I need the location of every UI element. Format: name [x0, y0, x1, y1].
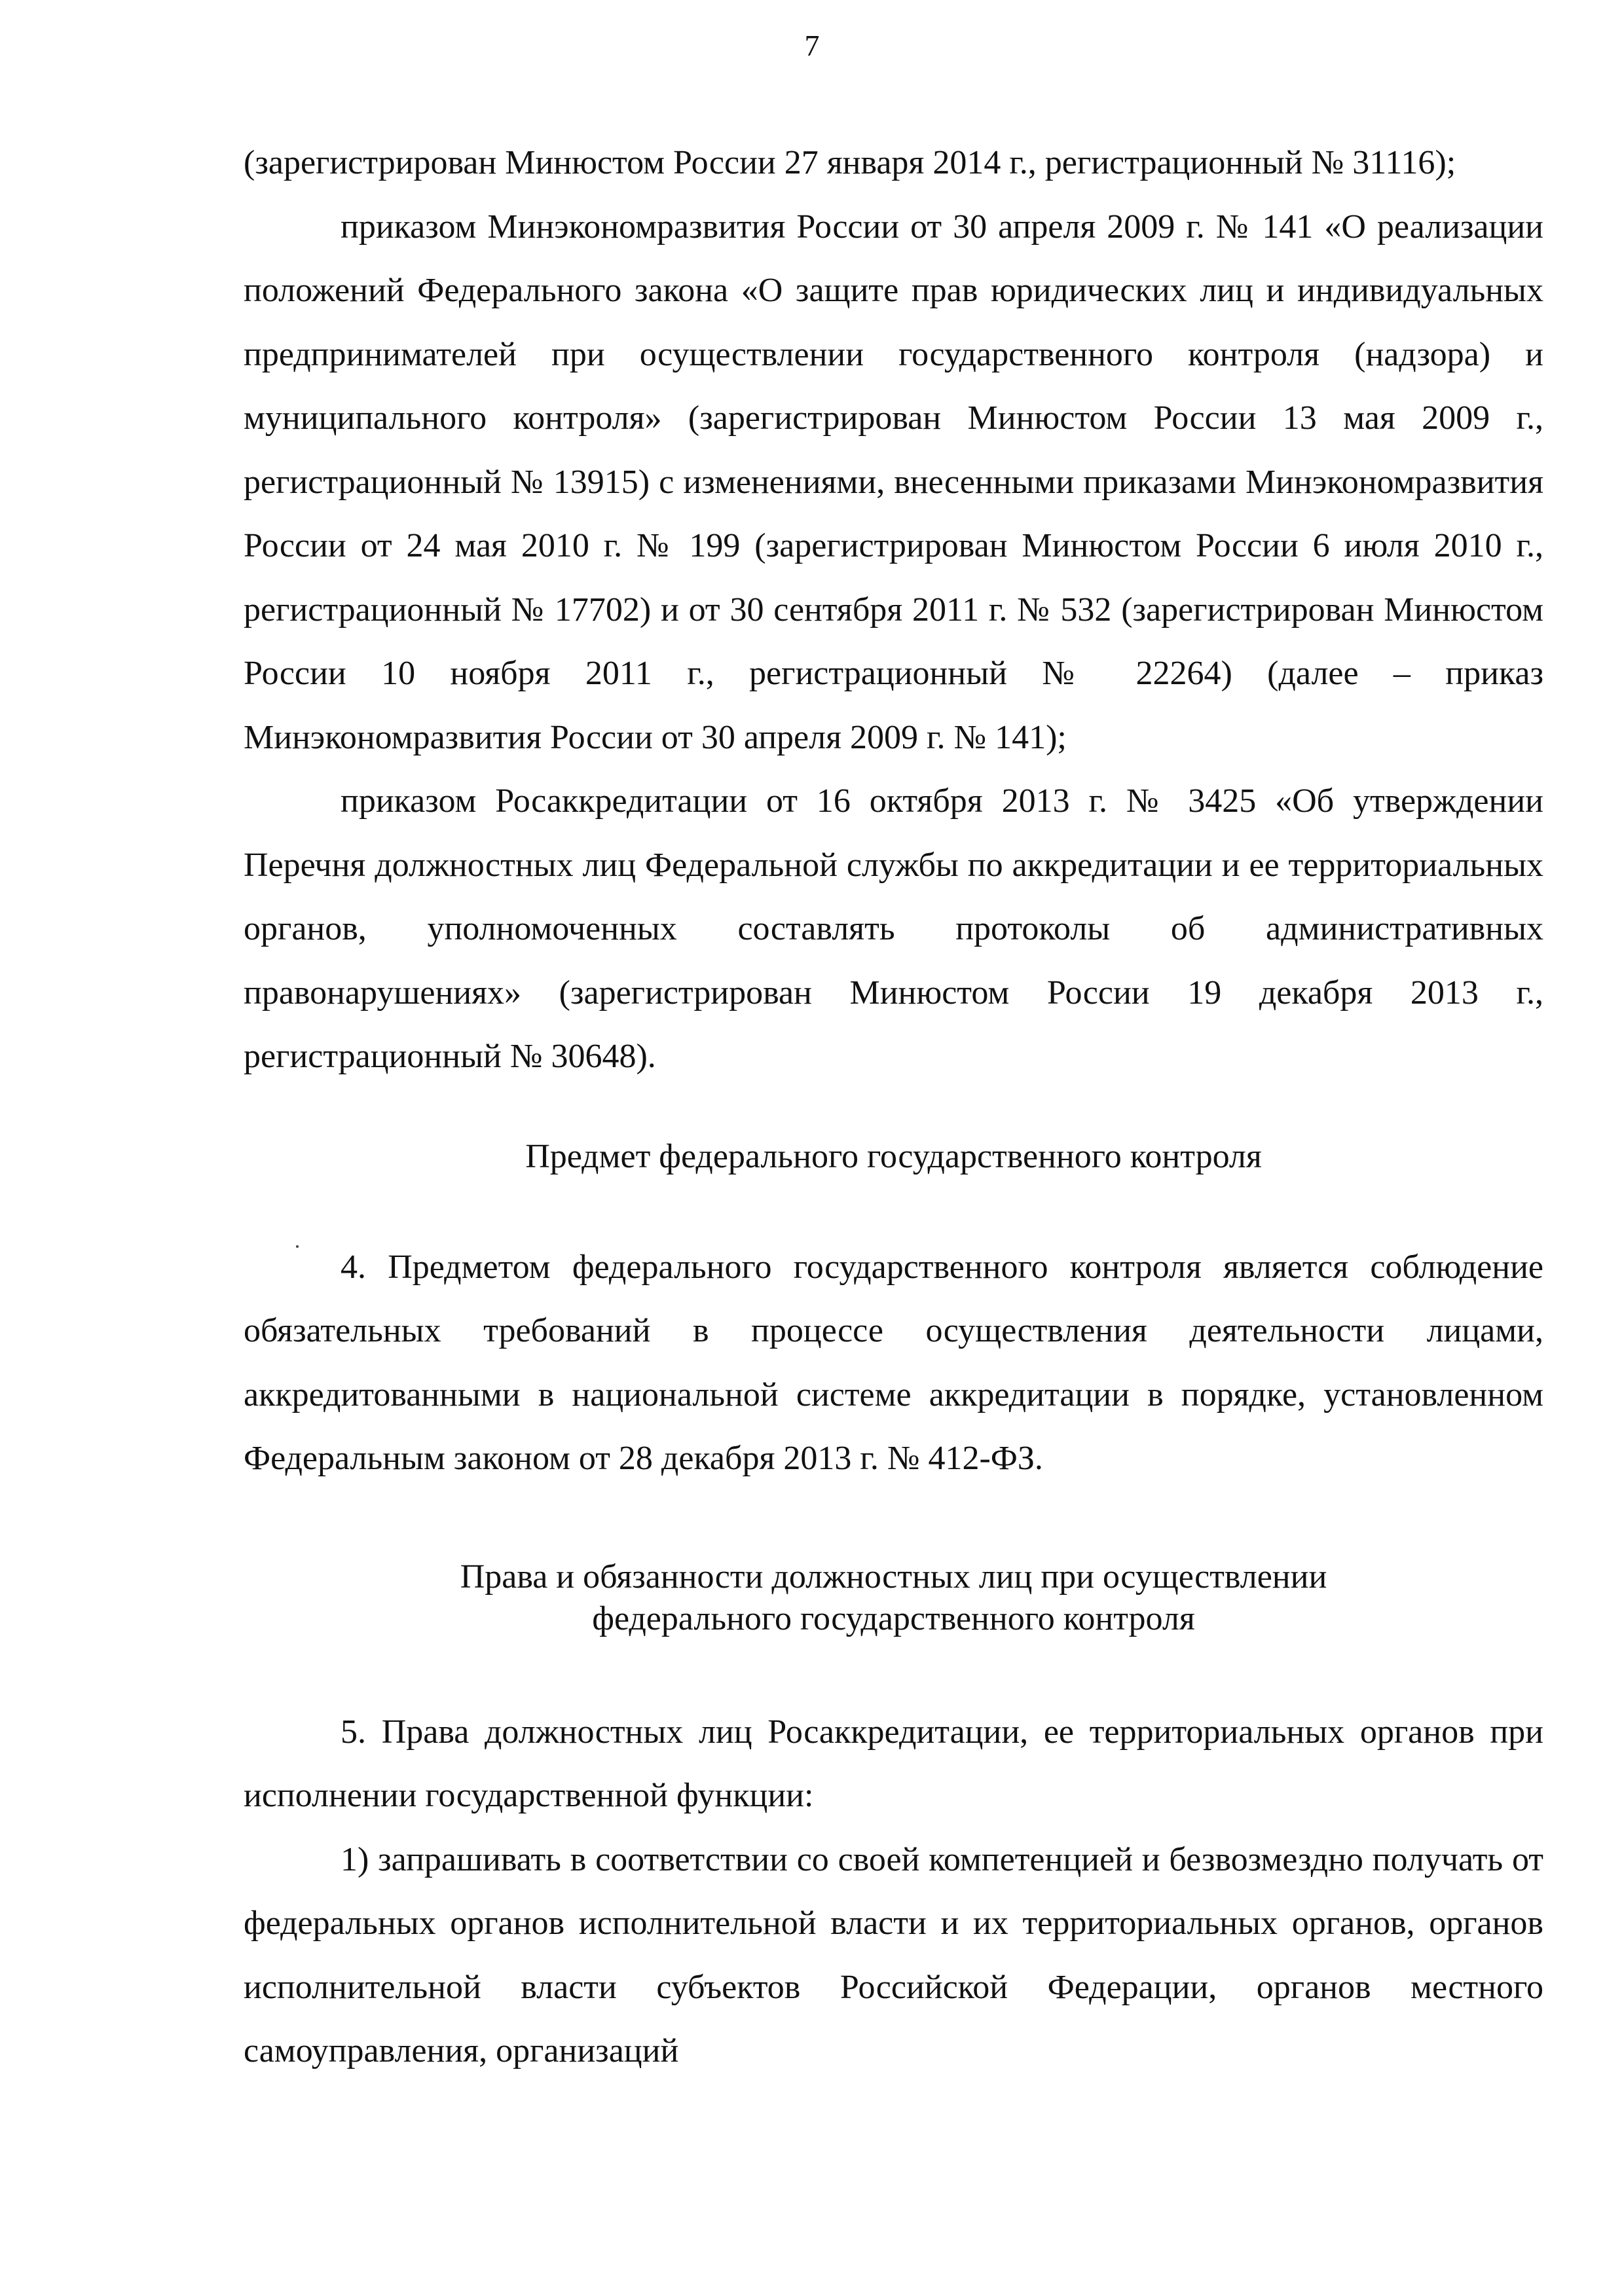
paragraph-item-4: 4. Предметом федерального государственного контроля является соблюдение обязательных требований в процессе осуществления деятельности лицами, аккредитованными в национальной системе аккредитации в порядке, установленном Федеральным законом от 28 декабря 2013 г. № 412-ФЗ.: [244, 1248, 1543, 1477]
section-heading-rights: [244, 1556, 1543, 1640]
section-heading-subject: [244, 1136, 1543, 1178]
paragraph-order-minek-141: приказом Минэкономразвития России от 30 апреля 2009 г. № 141 «О реализации положений Федерального закона «О защите прав юридических лиц и индивидуальных предпринимателей при осуществлении государственного контроля (надзора) и муниципального контроля» (зарегистрирован Минюстом России 13 мая 2009 г., регистрационный № 13915) с изменениями, внесенными приказами Минэкономразвития России от 24 мая 2010 г. № 199 (зарегистрирован Минюстом России 6 июля 2010 г., регистрационный № 17702) и от 30 сентября 2011 г. № 532 (зарегистрирован Минюстом России 10 ноября 2011 г., регистрационный № 22264) (далее – приказ Минэкономразвития России от 30 апреля 2009 г. № 141);: [244, 208, 1543, 756]
paragraph-registration-continuation: (зарегистрирован Минюстом России 27 января 2014 г., регистрационный № 31116);: [244, 144, 1456, 181]
section-heading-rights-line2: федерального государственного контроля: [592, 1599, 1195, 1637]
section-heading-rights-line1: Права и обязанности должностных лиц при осуществлении: [460, 1558, 1327, 1595]
section-heading-subject-text: Предмет федерального государственного контроля: [525, 1137, 1262, 1175]
page-number: 7: [804, 29, 820, 62]
document-body: [244, 131, 1543, 2083]
paragraph-order-rosaccreditation-3425: приказом Росаккредитации от 16 октября 2013 г. № 3425 «Об утверждении Перечня должностных лиц Федеральной службы по аккредитации и ее территориальных органов, уполномоченных составлять протоколы об административных правонарушениях» (зарегистрирован Минюстом России 19 декабря 2013 г., регистрационный № 30648).: [244, 782, 1543, 1075]
paragraph-item-5: 5. Права должностных лиц Росаккредитации, ее территориальных органов при исполнении государственной функции:: [244, 1713, 1543, 1814]
paragraph-subitem-1: 1) запрашивать в соответствии со своей компетенцией и безвозмездно получать от федеральных органов исполнительной власти и их территориальных органов, органов исполнительной власти субъектов Российской Федерации, органов местного самоуправления, организаций: [244, 1840, 1543, 2069]
